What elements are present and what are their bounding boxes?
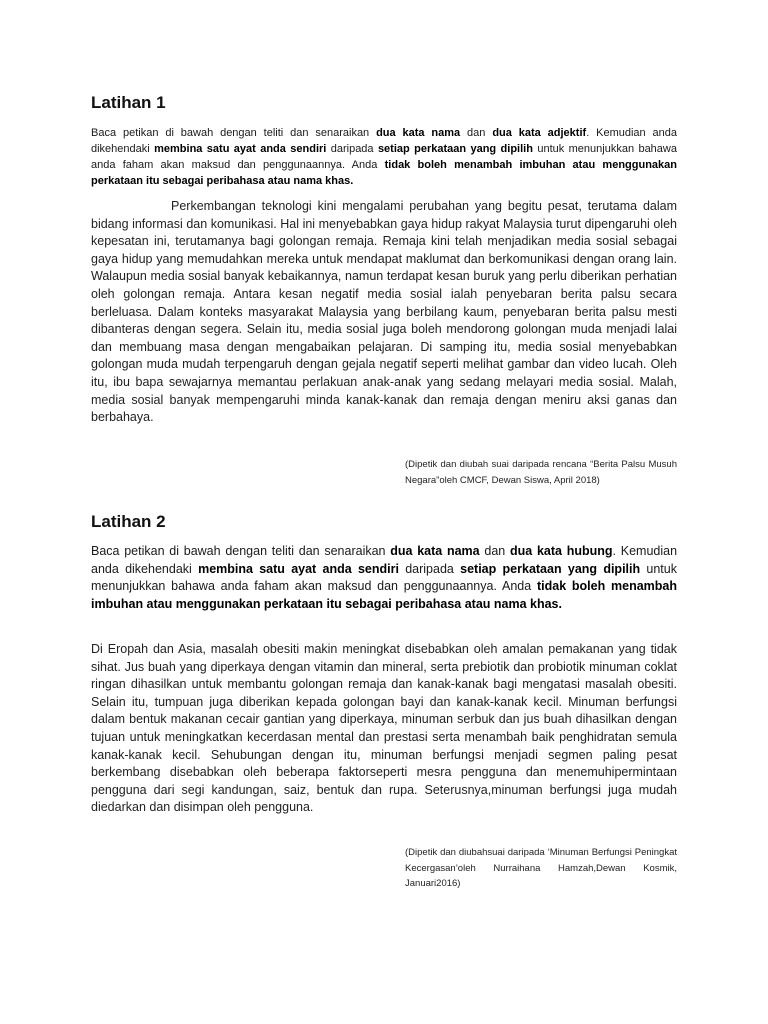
instruction-text: dan <box>479 544 510 558</box>
latihan-2-instruction <box>91 543 677 613</box>
instruction-bold: membina satu ayat anda sendiri <box>154 143 327 155</box>
latihan-2-passage: Di Eropah dan Asia, masalah obesiti makin meningkat disebabkan oleh amalan pemakanan yang tidak sihat. Jus buah yang diperkaya dengan vitamin dan mineral, serta prebiotik dan probiotik minuman coklat ringan dihasilkan untuk membantu golongan remaja dan kanak-kanak bagi mengatasi masalah obesiti. Selain itu, tumpuan juga diberikan kepada golongan bayi dan kanak-kanak kecil. Minuman berfungsi dalam bentuk makanan cecair gantian yang diperkaya, minuman serbuk dan jus buah dihasilkan dengan tujuan untuk meningkatkan kecerdasan mental dan prestasi serta menambah baik penghidratan semula kanak-kanak kecil. Sehubungan dengan itu, minuman berfungsi menjadi segmen paling pesat berkembang disebabkan oleh beberapa faktorseperti mesra pengguna dan menemuhipermintaan pengguna dari segi kandungan, saiz, bentuk dan rupa. Seterusnya,minuman berfungsi juga mudah diedarkan dan disimpan oleh pengguna. <box>91 642 677 815</box>
instruction-text: . Kemudian anda dikehendaki <box>91 127 678 155</box>
latihan-2-source: (Dipetik dan diubahsuai daripada ‘Minuman Berfungsi Peningkat Kecergasan’oleh Nurraihana Hamzah,Dewan Kosmik, Januari2016) <box>405 847 677 889</box>
instruction-bold: membina satu ayat anda sendiri <box>198 561 399 576</box>
instruction-text: untuk menunjukkan bahawa anda faham akan maksud dan penggunaannya. Anda <box>91 561 677 593</box>
latihan-1-source: (Dipetik dan diubah suai daripada rencana “Berita Palsu Musuh Negara”oleh CMCF, Dewan Siswa, April 2018) <box>405 459 677 486</box>
latihan-2-heading: Latihan 2 <box>91 512 166 531</box>
instruction-text: dan <box>460 127 493 139</box>
instruction-text: untuk menunjukkan bahawa anda faham akan maksud dan penggunaannya. Anda <box>91 143 677 171</box>
instruction-bold: dua kata hubung <box>509 544 613 558</box>
instruction-bold: dua kata adjektif <box>492 127 587 139</box>
latihan-1-passage: Perkembangan teknologi kini mengalami perubahan yang begitu pesat, terutama dalam bidang informasi dan komunikasi. Hal ini menyebabkan gaya hidup rakyat Malaysia turut dipengaruhi oleh kepesatan ini, terutamanya bagi golongan remaja. Remaja kini telah menjadikan media sosial sebagai gaya hidup yang memudahkan mereka untuk mendapat maklumat dan berkomunikasi dengan orang lain. Walaupun media sosial banyak kebaikannya, namun terdapat kesan buruk yang perlu diberikan perhatian oleh golongan remaja. Antara kesan negatif media sosial ialah penyebaran berita palsu secara berleluasa. Dalam konteks masyarakat Malaysia yang berbilang kaum, penyebaran berita palsu mesti dibanteras dengan segera. Selain itu, media sosial juga boleh mendorong golongan muda menjadi lalai dan membuang masa dengan mengabaikan pelajaran. Di samping itu, media sosial menyebabkan golongan muda mudah terpengaruh dengan gejala negatif seperti melihat gambar dan video lucah. Oleh itu, ibu bapa sewajarnya memantau perlakuan anak-anak yang sedang melayari media sosial. Malah, media sosial banyak mempengaruhi minda kanak-kanak dan remaja dengan meniru aksi ganas dan berbahaya. <box>91 199 677 425</box>
instruction-bold: dua kata nama <box>390 544 480 558</box>
instruction-bold: tidak boleh menambah imbuhan atau menggunakan perkataan itu sebagai peribahasa atau nama khas. <box>91 579 677 611</box>
instruction-bold: setiap perkataan yang dipilih <box>460 561 641 576</box>
instruction-bold: dua kata nama <box>376 127 461 139</box>
instruction-bold: setiap perkataan yang dipilih <box>377 143 533 155</box>
latihan-1-instruction <box>91 125 677 189</box>
instruction-text: . Kemudian anda dikehendaki <box>91 544 678 576</box>
latihan-1-heading: Latihan 1 <box>91 93 166 112</box>
instruction-text: Baca petikan di bawah dengan teliti dan senaraikan <box>91 544 391 558</box>
instruction-bold: tidak boleh menambah imbuhan atau menggunakan perkataan itu sebagai peribahasa atau nama khas. <box>91 159 678 187</box>
instruction-text: daripada <box>326 143 378 155</box>
instruction-text: daripada <box>398 561 461 576</box>
instruction-text: Baca petikan di bawah dengan teliti dan senaraikan <box>91 127 377 139</box>
